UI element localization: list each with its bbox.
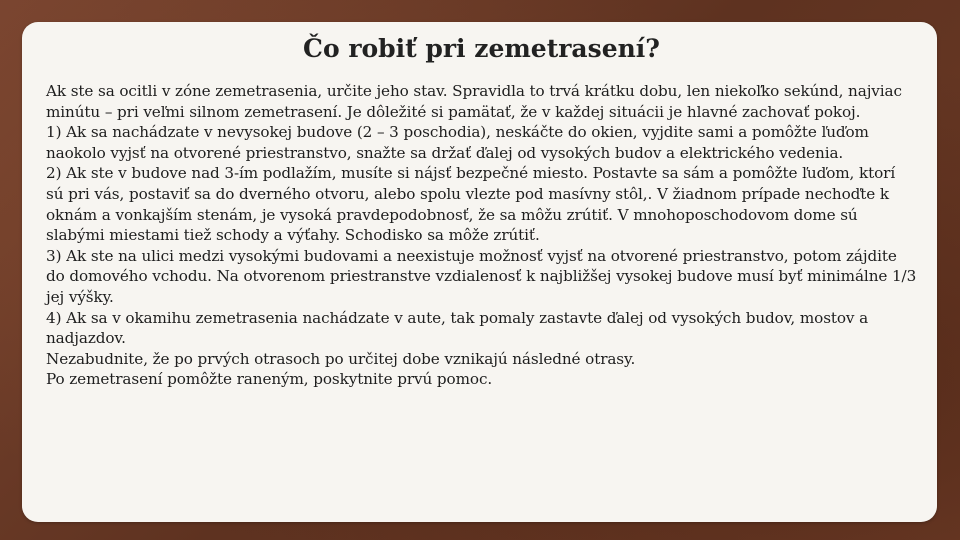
- slide-card: [22, 22, 937, 522]
- slide-title: Čo robiť pri zemetrasení?: [303, 34, 660, 63]
- paragraph-intro: Ak ste sa ocitli v zóne zemetrasenia, určite jeho stav. Spravidla to trvá krátku dobu, len niekoľko sekúnd, najviac minútu – pri veľmi silnom zemetrasení. Je dôležité si pamätať, že v každej situácii je hlavné zachovať pokoj.: [46, 82, 902, 121]
- paragraph-reminder: Nezabudnite, že po prvých otrasoch po určitej dobe vznikajú následné otrasy.: [46, 349, 636, 368]
- paragraph-point-4: 4) Ak sa v okamihu zemetrasenia nachádzate v aute, tak pomaly zastavte ďalej od vysokých budov, mostov a nadjazdov.: [46, 308, 869, 348]
- paragraph-point-1: 1) Ak sa nachádzate v nevysokej budove (2 – 3 poschodia), neskáčte do okien, vyjdite sami a pomôžte ľuďom naokolo vyjsť na otvorené priestranstvo, snažte sa držať ďalej od vysokých budov a elektrického vedenia.: [46, 123, 869, 162]
- paragraph-point-3: 3) Ak ste na ulici medzi vysokými budovami a neexistuje možnosť vyjsť na otvorené priestranstvo, potom zájdite do domového vchodu. Na otvorenom priestranstve vzdialenosť k najbližšej vysokej budove musí byť minimálne 1/3 jej výšky.: [46, 246, 917, 306]
- paragraph-point-2: 2) Ak ste v budove nad 3-ím podlažím, musíte si nájsť bezpečné miesto. Postavte sa sám a pomôžte ľuďom, ktorí sú pri vás, postaviť sa do dverného otvoru, alebo spolu vlezte pod masívny stôl,. V žiadnom prípade nechoďte k oknám a vonkajším stenám, je vysoká pravdepodobnosť, že sa môžu zrútiť. V mnohoposchodovom dome sú slabými miestami tiež schody a výťahy. Schodisko sa môže zrútiť.: [46, 164, 896, 245]
- slide-body: [46, 81, 917, 390]
- paragraph-first-aid: Po zemetrasení pomôžte raneným, poskytnite prvú pomoc.: [46, 370, 493, 389]
